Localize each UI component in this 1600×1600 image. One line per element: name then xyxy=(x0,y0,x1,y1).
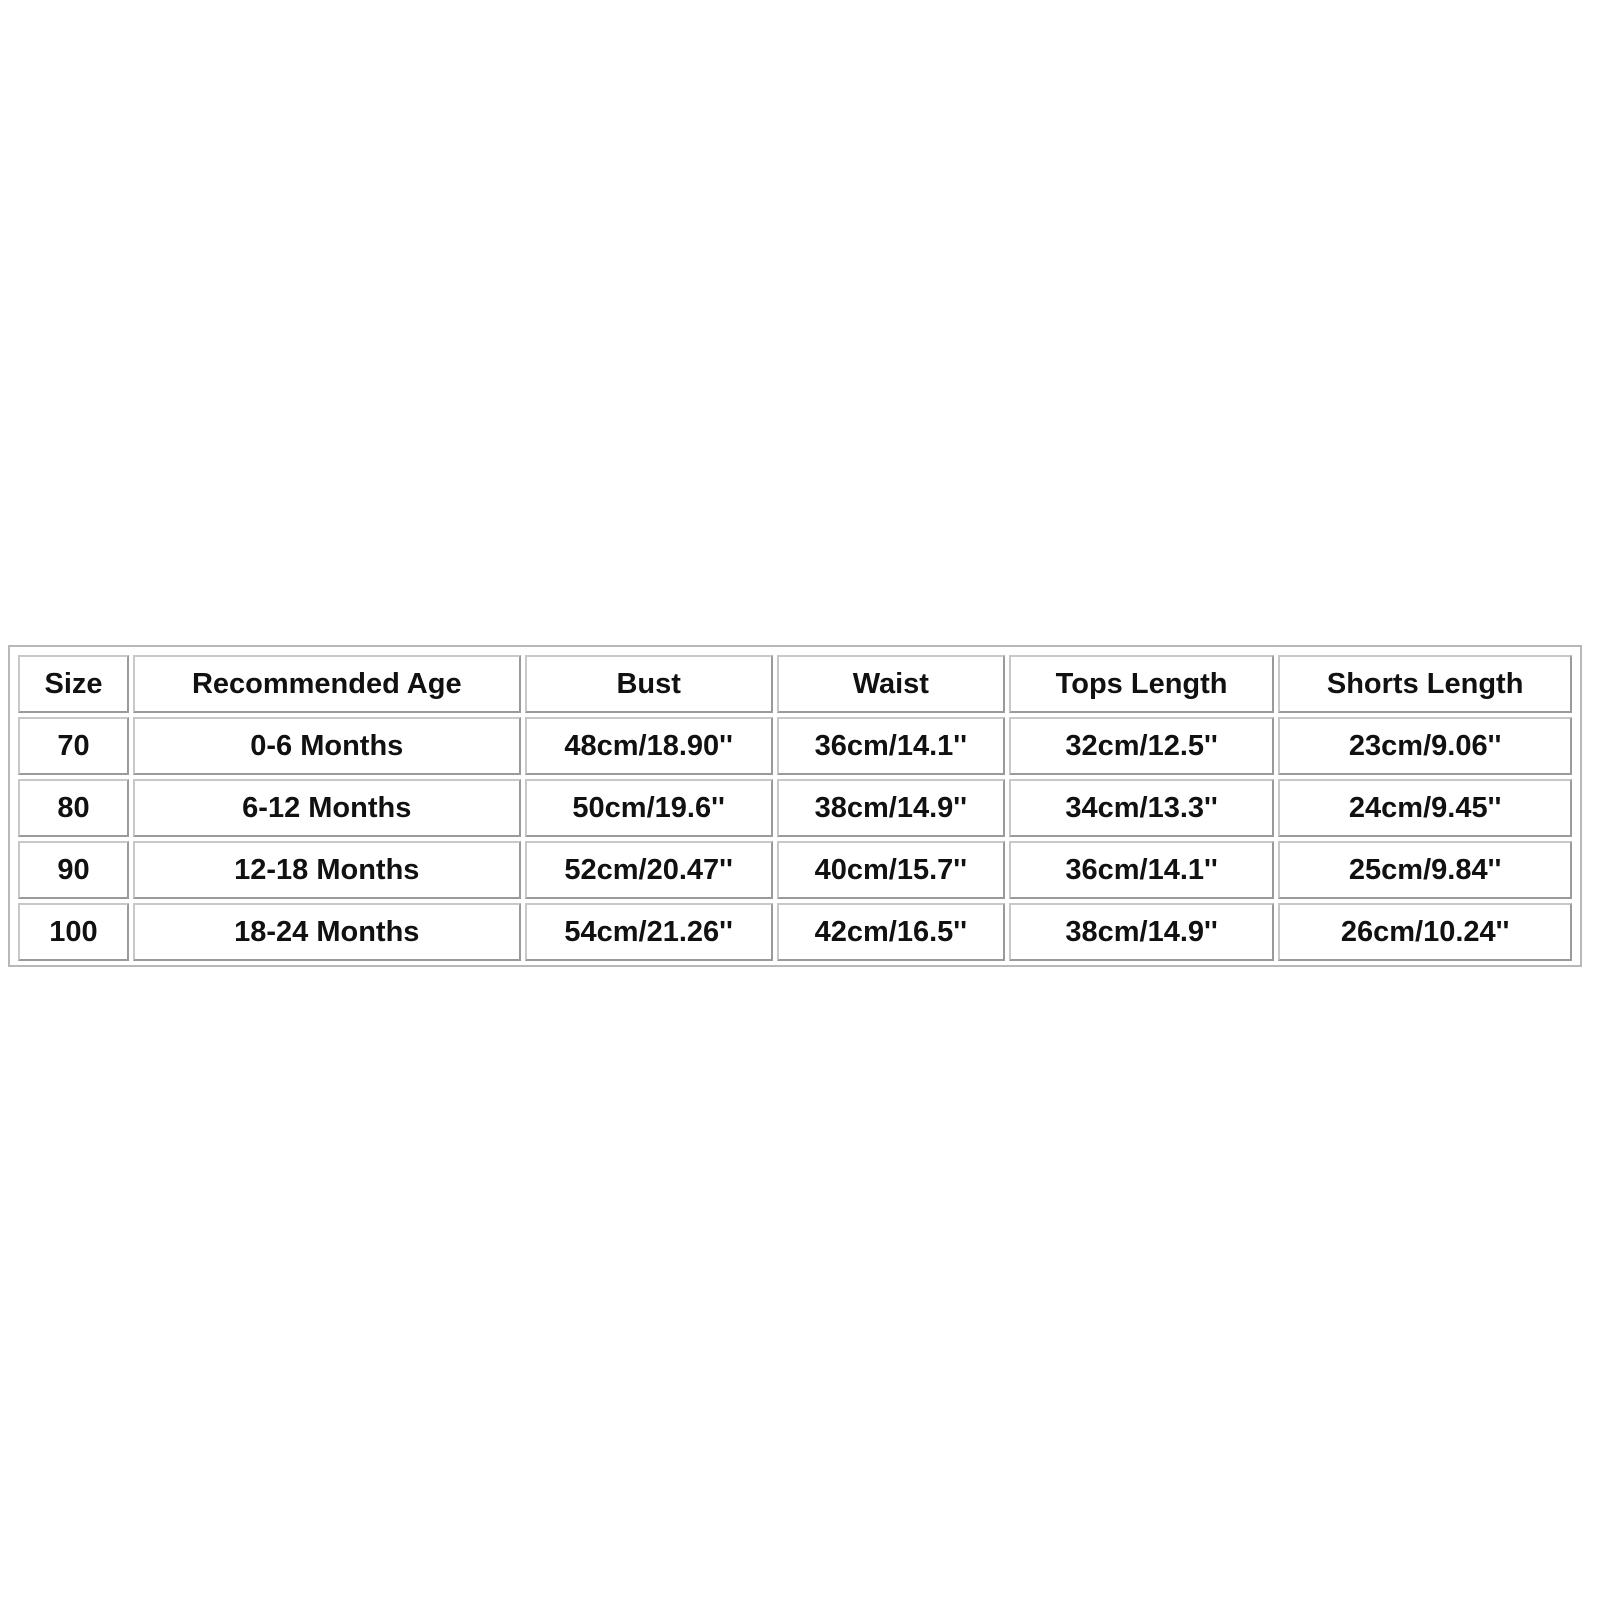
header-row xyxy=(18,655,1572,713)
cell-waist: 40cm/15.7'' xyxy=(777,841,1005,899)
cell-bust: 48cm/18.90'' xyxy=(525,717,773,775)
cell-bust: 52cm/20.47'' xyxy=(525,841,773,899)
header-size: Size xyxy=(18,655,129,713)
size-chart-table xyxy=(14,651,1576,965)
cell-recommended-age: 6-12 Months xyxy=(133,779,521,837)
header-waist: Waist xyxy=(777,655,1005,713)
cell-waist: 36cm/14.1'' xyxy=(777,717,1005,775)
cell-shorts-length: 25cm/9.84'' xyxy=(1278,841,1572,899)
cell-recommended-age: 18-24 Months xyxy=(133,903,521,961)
cell-tops-length: 32cm/12.5'' xyxy=(1009,717,1274,775)
cell-waist: 42cm/16.5'' xyxy=(777,903,1005,961)
cell-size: 90 xyxy=(18,841,129,899)
table-row xyxy=(18,841,1572,899)
cell-shorts-length: 24cm/9.45'' xyxy=(1278,779,1572,837)
table-row xyxy=(18,903,1572,961)
cell-shorts-length: 23cm/9.06'' xyxy=(1278,717,1572,775)
header-shorts-length: Shorts Length xyxy=(1278,655,1572,713)
cell-bust: 50cm/19.6'' xyxy=(525,779,773,837)
cell-tops-length: 36cm/14.1'' xyxy=(1009,841,1274,899)
cell-size: 100 xyxy=(18,903,129,961)
cell-recommended-age: 12-18 Months xyxy=(133,841,521,899)
cell-size: 80 xyxy=(18,779,129,837)
size-chart xyxy=(8,645,1582,967)
cell-shorts-length: 26cm/10.24'' xyxy=(1278,903,1572,961)
cell-bust: 54cm/21.26'' xyxy=(525,903,773,961)
header-tops-length: Tops Length xyxy=(1009,655,1274,713)
table-row xyxy=(18,717,1572,775)
header-bust: Bust xyxy=(525,655,773,713)
table-row xyxy=(18,779,1572,837)
cell-waist: 38cm/14.9'' xyxy=(777,779,1005,837)
cell-recommended-age: 0-6 Months xyxy=(133,717,521,775)
cell-tops-length: 34cm/13.3'' xyxy=(1009,779,1274,837)
cell-size: 70 xyxy=(18,717,129,775)
header-recommended-age: Recommended Age xyxy=(133,655,521,713)
cell-tops-length: 38cm/14.9'' xyxy=(1009,903,1274,961)
